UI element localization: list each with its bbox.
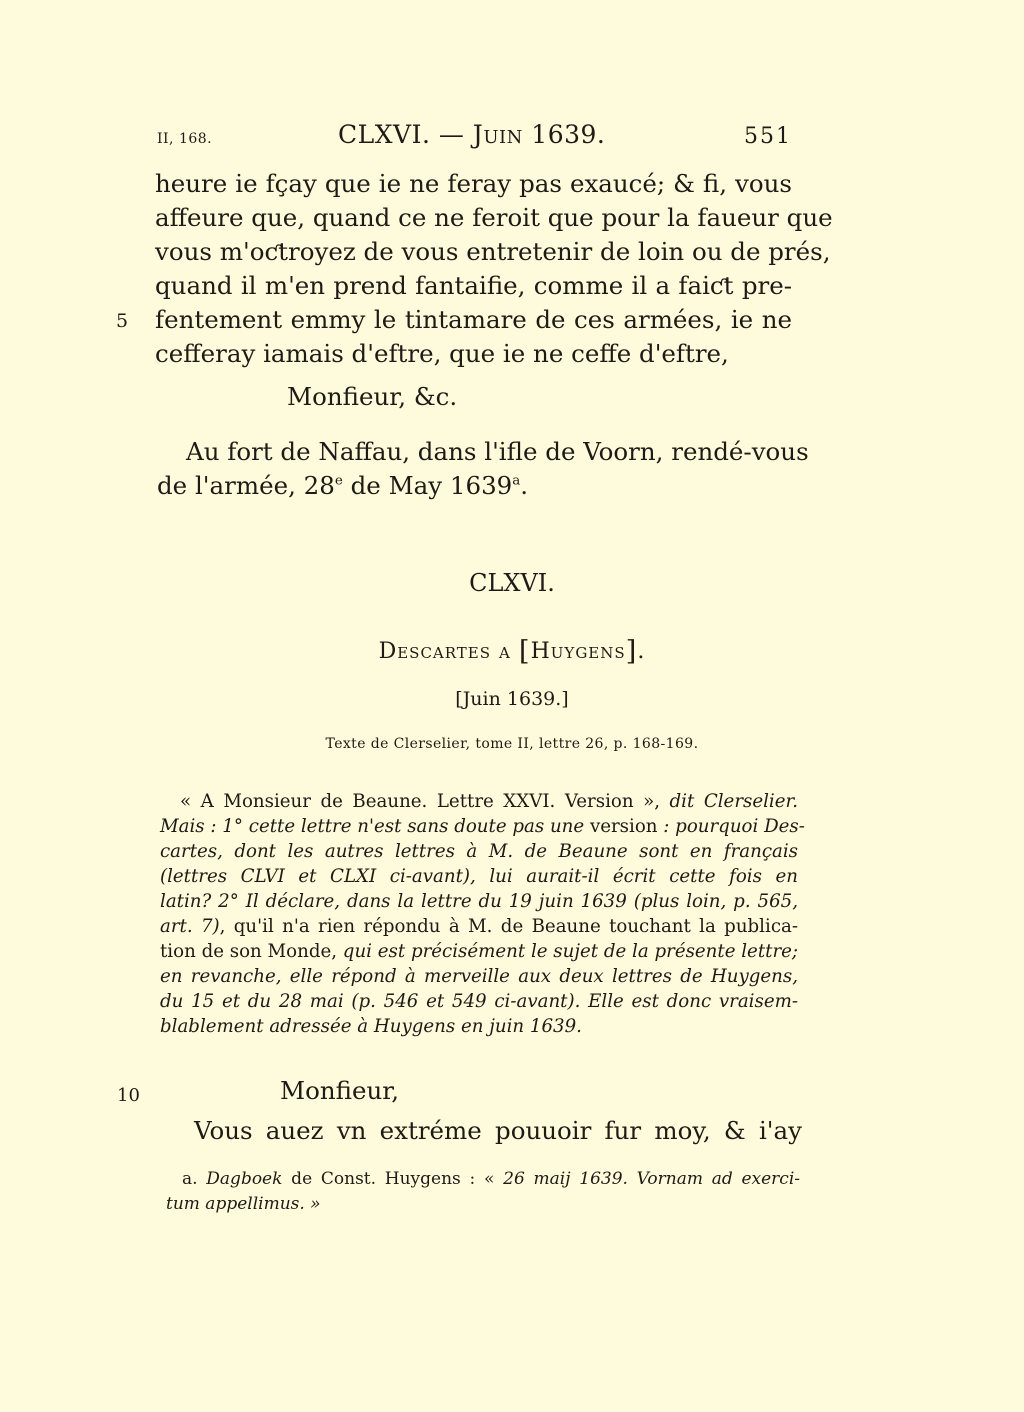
note-text-italic: blablement adressée à Huygens en juin 1639.	[160, 1016, 582, 1037]
place-line: Au fort de Naffau, dans l'ifle de Voorn, rendé-vous	[186, 437, 809, 466]
note-text: , qu'il n'a rien répondu à M. de Beaune touchant la publica-	[219, 916, 798, 937]
place-date-line	[157, 469, 528, 503]
note-text-italic: (lettres CLVI et CLXI ci-avant), lui aurait-il écrit cette fois en	[160, 866, 798, 887]
note-line	[160, 864, 798, 889]
footnote-text-italic: tum appellimus. »	[166, 1194, 321, 1214]
note-text-italic: latin? 2° Il déclare, dans la lettre du 19 juin 1639 (plus loin, p. 565,	[160, 891, 798, 912]
source-citation: Texte de Clerselier, tome II, lettre 26, p. 168-169.	[325, 736, 699, 752]
bracket-close: ]	[625, 635, 638, 667]
note-line	[180, 789, 798, 814]
body-line: affeure que, quand ce ne feroit que pour la faueur que	[155, 203, 833, 232]
body-line: heure ie fçay que ie ne feray pas exaucé; & fi, vous	[155, 169, 792, 198]
letter-number: CLXVI.	[469, 569, 555, 597]
body-line: quand il m'en prend fantaifie, comme il a faiƈt pre-	[155, 271, 792, 300]
footnote-marker: a	[512, 472, 521, 489]
ordinal-suffix: e	[334, 472, 343, 489]
note-text-italic: dit Clerselier.	[669, 791, 798, 812]
letter-date: [Juin 1639.]	[455, 688, 569, 710]
footnote-line	[182, 1167, 800, 1191]
header-reference: II, 168.	[157, 131, 213, 147]
place-date-text: de l'armée, 28	[157, 471, 335, 500]
letter-author: Descartes a	[378, 639, 511, 664]
note-text: version	[589, 816, 658, 837]
running-title: CLXVI. — Juin 1639.	[338, 120, 606, 149]
letter-recipient: Huygens	[530, 639, 626, 664]
note-text-italic: : pourquoi Des-	[657, 816, 805, 837]
opening-line: Vous auez vn extréme pouuoir fur moy, & i'ay	[194, 1116, 802, 1145]
note-line	[160, 814, 805, 839]
note-line	[160, 1014, 798, 1039]
letter-heading: Descartes a [Huygens].	[378, 635, 646, 667]
page-number: 551	[744, 124, 792, 149]
note-line	[160, 989, 798, 1014]
note-line	[160, 964, 798, 989]
note-line	[160, 889, 798, 914]
bracket-open: [	[518, 635, 531, 667]
note-text-italic: art. 7)	[160, 916, 220, 937]
footnote-text-italic: Dagboek	[206, 1169, 283, 1189]
salutation: Monfieur,	[280, 1076, 400, 1105]
footnote-text-italic: 26 maij 1639. Vornam ad exerci-	[503, 1169, 800, 1189]
footnote-line	[166, 1192, 800, 1216]
note-text-italic: cartes, dont les autres lettres à M. de Beaune sont en français	[160, 841, 798, 862]
note-text-italic: Mais : 1° cette lettre n'est sans doute pas une	[160, 816, 590, 837]
note-text: tion de son Monde,	[160, 941, 343, 962]
body-line: cefferay iamais d'eftre, que ie ne ceffe d'eftre,	[155, 339, 729, 368]
note-line	[160, 939, 798, 964]
note-text-italic: en revanche, elle répond à merveille aux deux lettres de Huygens,	[160, 966, 798, 987]
note-line	[160, 839, 798, 864]
line-number: 10	[117, 1085, 140, 1106]
closing-salutation: Monfieur, &c.	[287, 382, 458, 411]
note-text-italic: qui est précisément le sujet de la présente lettre;	[342, 941, 799, 962]
footnote-text: a.	[182, 1169, 207, 1189]
place-date-text: de May 1639	[342, 471, 513, 500]
body-line: vous m'oƈtroyez de vous entretenir de loin ou de prés,	[155, 237, 831, 266]
note-line	[160, 914, 798, 939]
footnote-text: de Const. Huygens : «	[282, 1169, 504, 1189]
note-text-italic: du 15 et du 28 mai (p. 546 et 549 ci-avant). Elle est donc vraisem-	[160, 991, 798, 1012]
line-number: 5	[116, 310, 129, 332]
body-line: fentement emmy le tintamare de ces armées, ie ne	[155, 305, 792, 334]
note-text: « A Monsieur de Beaune. Lettre XXVI. Version »,	[180, 791, 670, 812]
place-date-text: .	[520, 471, 529, 500]
